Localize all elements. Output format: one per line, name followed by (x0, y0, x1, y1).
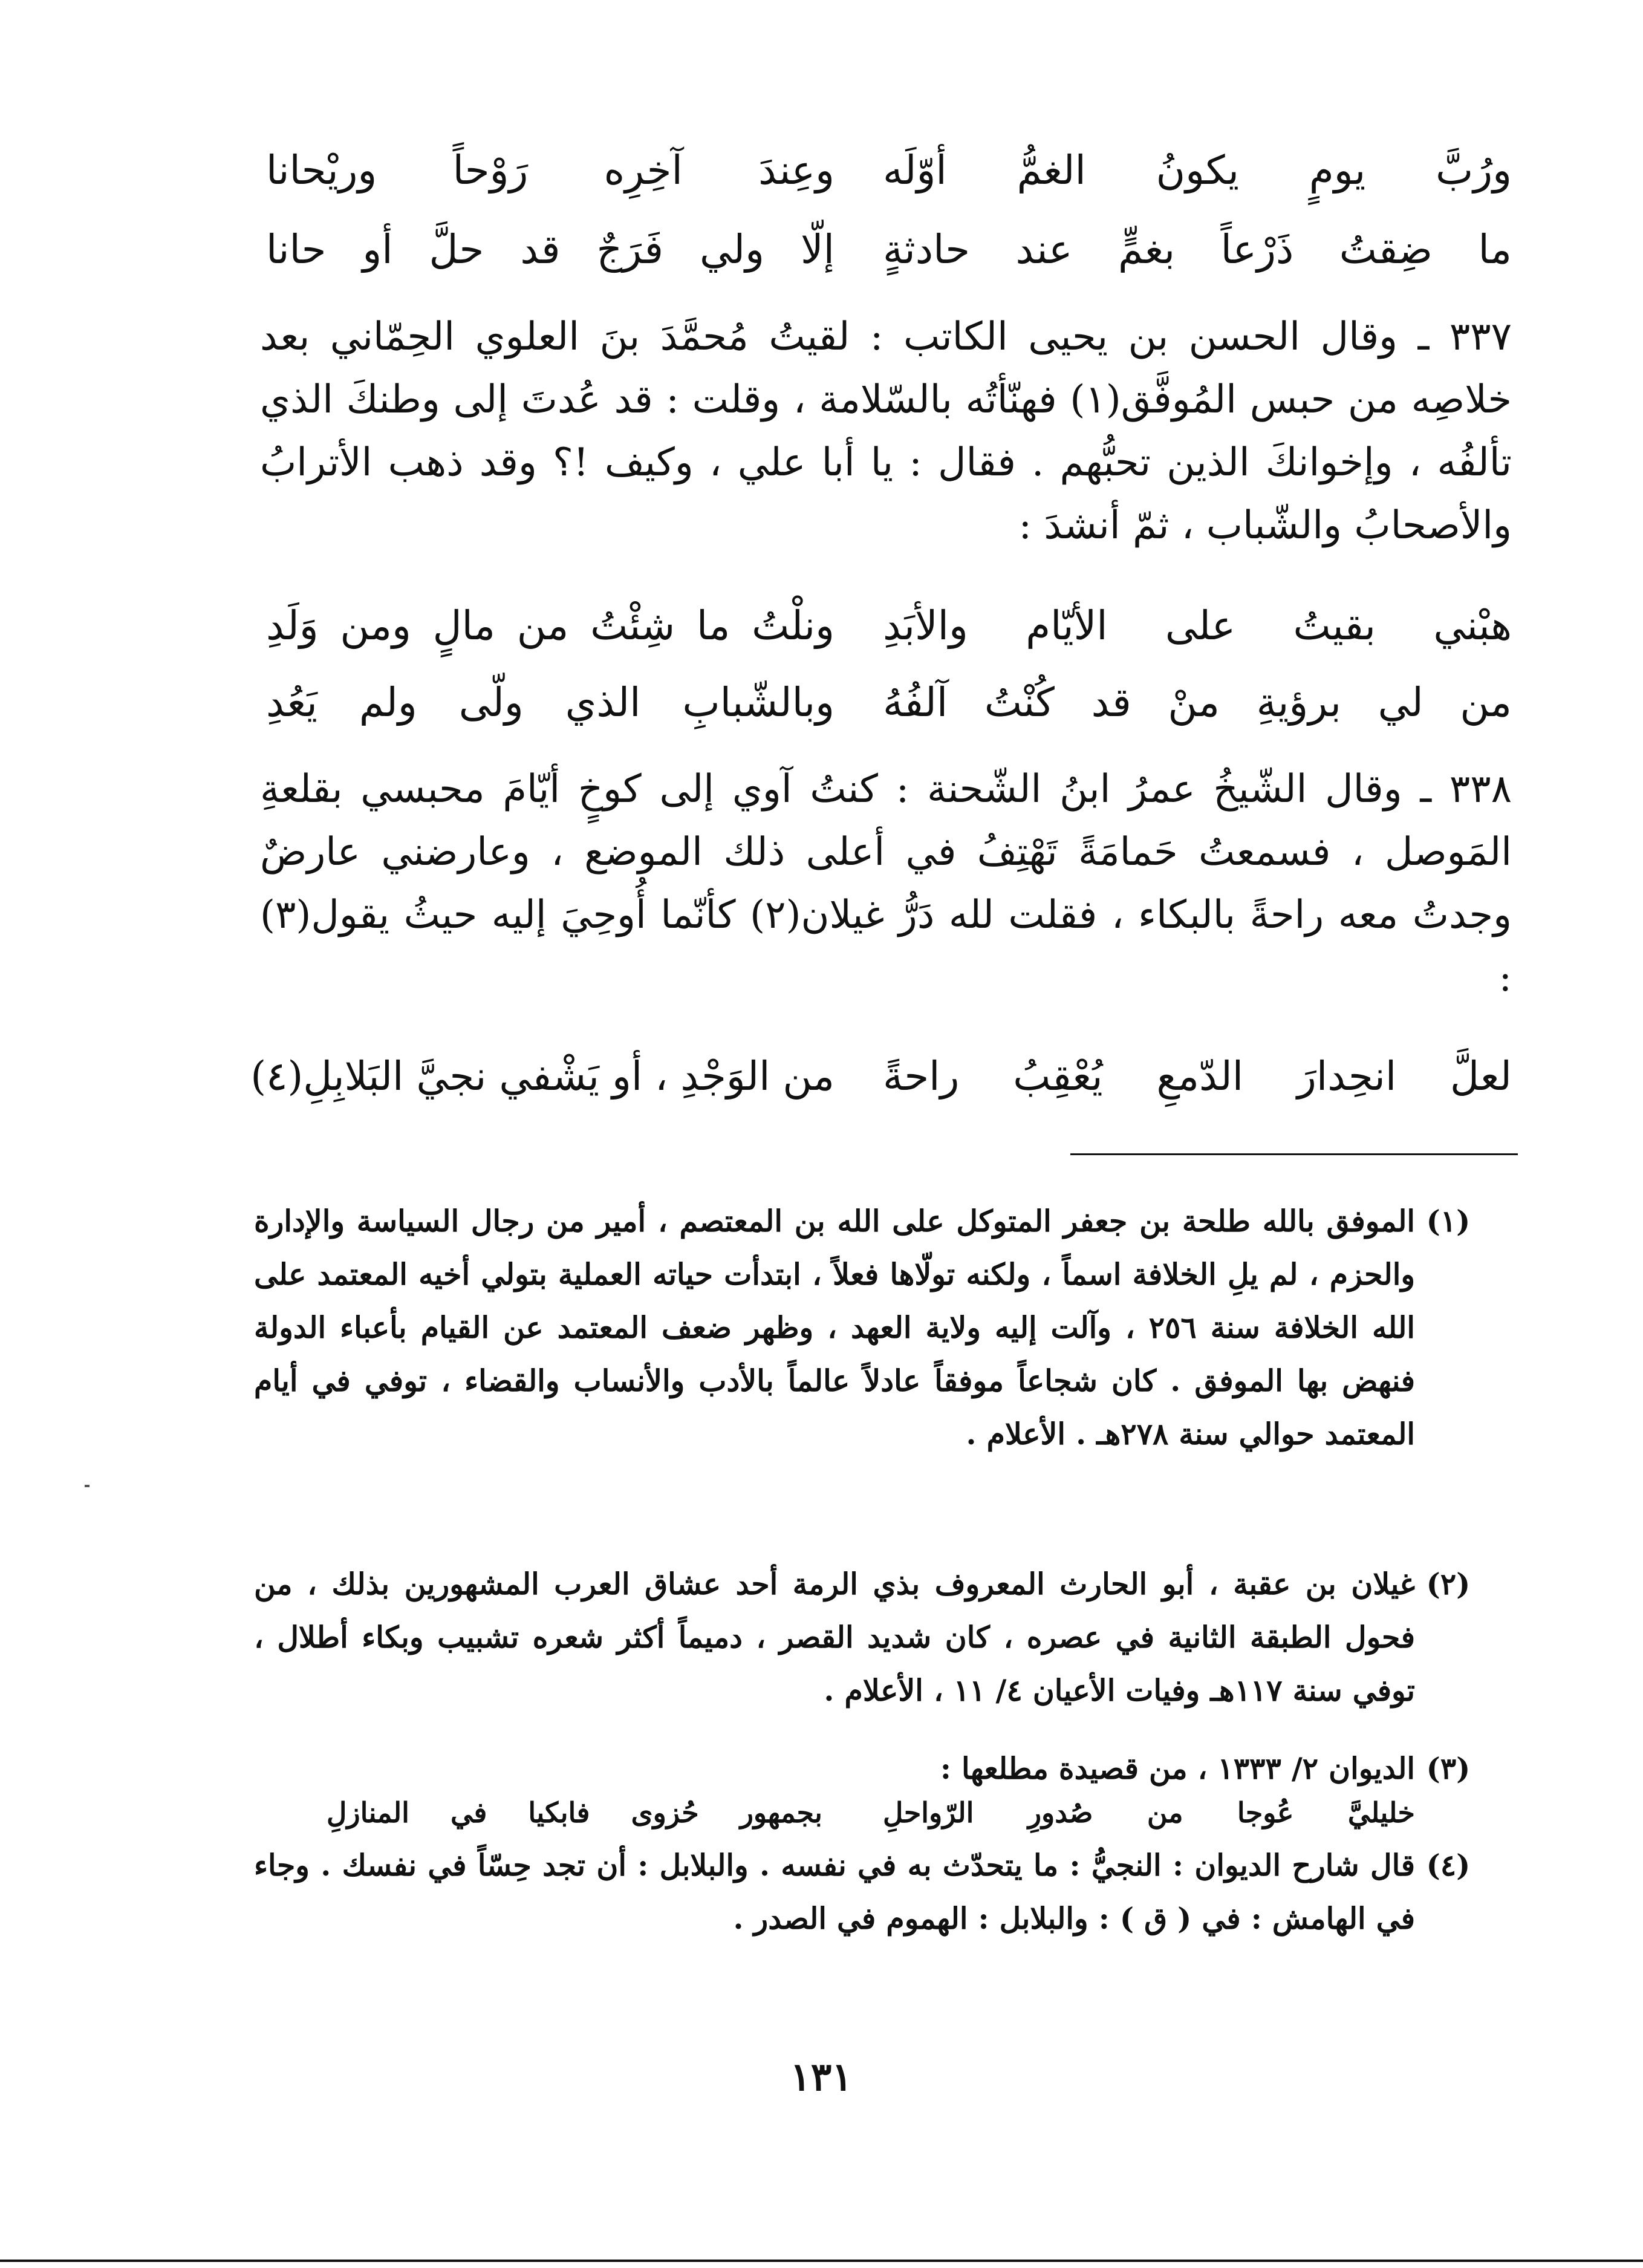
footnote-number: (١) (1426, 1204, 1471, 1239)
verse-hemistich-second: بجمهور حُزوى فابكيا في المنازلِ (327, 1796, 822, 1829)
footnote-text: قال شارح الديوان : النجيُّ : ما يتحدّث به في نفسه . والبلابل : أن تجد حِسّاً في نفسك . وجاء في الهامش : في ( ق ) : والبلابل : الهموم في الصدر . (254, 1848, 1415, 1936)
paragraph-text: وقال الحسن بن يحيى الكاتب : لقيتُ مُحمَّدَ بنَ العلوي الحِمّاني بعد خلاصِه من حبس المُوفَّق(١) فهنّأتُه بالسّلامة ، وقلت : قد عُدتَ إلى وطنكَ الذي تألفُه ، وإخوانكَ الذين تحبُّهم . فقال : يا أبا علي ، وكيف !؟ وقد ذهب الأترابُ والأصحابُ والشّباب ، ثمّ أنشدَ : (260, 314, 1512, 548)
footnote-number: (٣) (1426, 1751, 1471, 1786)
paragraph-338 (260, 758, 1512, 1009)
footnote-number: (٤) (1426, 1848, 1471, 1883)
verse-line-5 (250, 1043, 1512, 1110)
verse-hemistich-first: هبْني بقيتُ على الأيّام والأبَدِ (883, 602, 1512, 649)
verse-line-1 (266, 137, 1512, 204)
verse-hemistich-second: ونلْتُ ما شِئْتُ من مالٍ ومن وَلَدِ (266, 602, 835, 649)
page-number: ١٣١ (790, 2055, 853, 2100)
verse-line-2 (266, 217, 1512, 283)
verse-hemistich-first: من لي برؤيةِ منْ قد كُنْتُ آلفُهُ (883, 679, 1512, 726)
footnote-separator (1070, 1153, 1518, 1155)
footnote-text: الديوان ٢/ ١٣٣٣ ، من قصيدة مطلعها : (940, 1751, 1415, 1786)
paragraph-337 (260, 305, 1512, 557)
paragraph-number: ٣٣٧ ـ (1417, 314, 1512, 359)
footnote-4 (254, 1839, 1471, 1945)
footnote-text: الموفق بالله طلحة بن جعفر المتوكل على الله بن المعتصم ، أمير من رجال السياسة والإدارة والحزم ، لم يلِ الخلافة اسماً ، ولكنه تولّاها فعلاً ، ابتدأت حياته العملية بتولي أخيه المعتمد على الله الخلافة سنة ٢٥٦ ، وآلت إليه ولاية العهد ، وظهر ضعف المعتمد عن القيام بأعباء الدولة فنهض بها الموفق . كان شجاعاً موفقاً عادلاً عالماً بالأدب والأنساب والقضاء ، توفي في أيام المعتمد حوالي سنة ٢٧٨هـ . الأعلام . (254, 1204, 1416, 1452)
verse-hemistich-second: من الوَجْدِ ، أو يَشْفي نجيَّ البَلابِلِ(٤) (250, 1053, 835, 1100)
verse-hemistich-second: وعِندَ آخِرِه رَوْحاً وريْحانا (266, 147, 835, 194)
verse-hemistich-first: لعلَّ انحِدارَ الدّمعِ يُعْقِبُ راحةً (883, 1053, 1512, 1100)
footnote-2 (254, 1557, 1471, 1717)
paragraph-number: ٣٣٨ ـ (1420, 767, 1512, 812)
verse-hemistich-first: خليليَّ عُوجا من صُدورِ الرّواحلِ (883, 1796, 1415, 1829)
footnote-number: (٢) (1426, 1566, 1471, 1602)
footnote-text: غيلان بن عقبة ، أبو الحارث المعروف بذي الرمة أحد عشاق العرب المشهورين بذلك ، من فحول الطبقة الثانية في عصره ، كان شديد القصر ، دميماً أكثر شعره تشبيب وبكاء أطلال ، توفي سنة ١١٧هـ وفيات الأعيان ٤/ ١١ ، الأعلام . (254, 1566, 1415, 1708)
footnote-3 (254, 1742, 1471, 1795)
verse-hemistich-first: ما ضِقتُ ذَرْعاً بغمٍّ عند حادثةٍ (883, 226, 1512, 273)
footnote-verse (327, 1791, 1415, 1834)
verse-hemistich-second: وبالشّبابِ الذي ولّى ولم يَعُدِ (266, 679, 835, 726)
paragraph-text: وقال الشّيخُ عمرُ ابنُ الشّحنة : كنتُ آوي إلى كوخٍ أيّامَ محبسي بقلعةِ المَوصل ، فسمعتُ حَمامَةً تَهْتِفُ في أعلى ذلك الموضع ، وعارضني عارضٌ وجدتُ معه راحةً بالبكاء ، فقلت لله دَرُّ غيلان(٢) كأنّما أُوحِيَ إليه حيثُ يقول(٣) : (260, 767, 1512, 1000)
scan-bottom-edge (0, 2260, 1643, 2262)
verse-hemistich-second: إلّا ولي فَرَجٌ قد حلَّ أو حانا (266, 226, 835, 273)
verse-hemistich-first: ورُبَّ يومٍ يكونُ الغمُّ أوّلَه (883, 147, 1512, 194)
verse-line-3 (266, 593, 1512, 659)
scan-speck (85, 1485, 89, 1487)
footnote-1 (254, 1194, 1471, 1557)
verse-line-4 (266, 670, 1512, 736)
